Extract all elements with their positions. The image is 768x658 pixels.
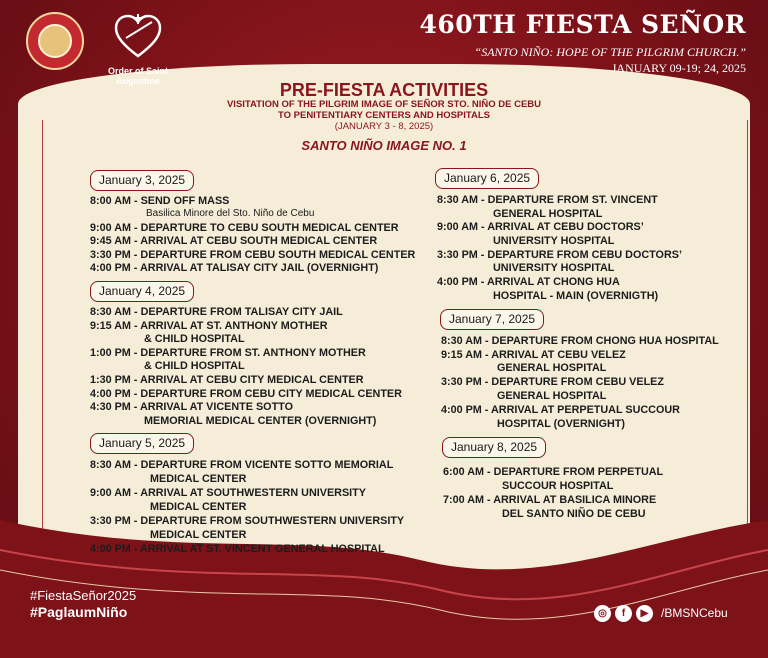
fiesta-theme: “SANTO NIÑO: HOPE OF THE PILGRIM CHURCH.”	[474, 45, 746, 59]
event-line: UNIVERSITY HOSPITAL	[493, 262, 615, 274]
hashtag-fiesta: #FiestaSeñor2025	[30, 588, 137, 603]
event-line: 4:00 PM - ARRIVAL AT TALISAY CITY JAIL (OVERNIGHT)	[90, 262, 379, 274]
day-pill-jan-4: January 4, 2025	[90, 281, 194, 302]
event-line: GENERAL HOSPITAL	[493, 208, 603, 220]
event-line: 8:30 AM - DEPARTURE FROM ST. VINCENT	[437, 194, 658, 206]
event-note: Basilica Minore del Sto. Niño de Cebu	[146, 208, 315, 219]
event-line: & CHILD HOSPITAL	[144, 333, 245, 345]
event-line: 3:30 PM - DEPARTURE FROM CEBU VELEZ	[441, 376, 664, 388]
event-line: 3:30 PM - DEPARTURE FROM SOUTHWESTERN UNIVERSITY	[90, 515, 405, 527]
event-line: MEMORIAL MEDICAL CENTER (OVERNIGHT)	[144, 415, 377, 427]
event-line: 8:00 AM - SEND OFF MASS	[90, 195, 230, 207]
event-line: 8:30 AM - DEPARTURE FROM VICENTE SOTTO MEMORIAL	[90, 459, 394, 471]
day-pill-jan-7: January 7, 2025	[440, 309, 544, 330]
subtitle-line3: (JANUARY 3 - 8, 2025)	[334, 121, 434, 132]
event-line: 4:00 PM - DEPARTURE FROM CEBU CITY MEDICAL CENTER	[90, 388, 402, 400]
event-line: 4:00 PM - ARRIVAL AT PERPETUAL SUCCOUR	[441, 404, 680, 416]
social-links	[594, 604, 728, 622]
subtitle-line2: TO PENITENTIARY CENTERS AND HOSPITALS	[277, 110, 490, 121]
fiesta-title: 460TH FIESTA SEÑOR	[419, 10, 746, 39]
day-pill-jan-8: January 8, 2025	[442, 437, 546, 458]
event-line: MEDICAL CENTER	[150, 473, 247, 485]
event-line: 8:30 AM - DEPARTURE FROM TALISAY CITY JAIL	[90, 306, 343, 318]
event-line: 4:00 PM - ARRIVAL AT ST. VINCENT GENERAL HOSPITAL	[90, 543, 385, 555]
image-title: SANTO NIÑO IMAGE NO. 1	[301, 138, 467, 153]
social-handle[interactable]: /BMSNCebu	[661, 606, 728, 620]
event-line: HOSPITAL - MAIN (OVERNIGTH)	[493, 290, 659, 302]
event-line: 9:00 AM - DEPARTURE TO CEBU SOUTH MEDICAL CENTER	[90, 222, 399, 234]
event-line: SUCCOUR HOSPITAL	[502, 480, 614, 492]
event-line: GENERAL HOSPITAL	[497, 362, 607, 374]
fiesta-dates: JANUARY 09-19; 24, 2025	[611, 61, 746, 75]
event-line: MEDICAL CENTER	[150, 501, 247, 513]
event-line: UNIVERSITY HOSPITAL	[493, 235, 615, 247]
event-line: 3:30 PM - DEPARTURE FROM CEBU DOCTORS’	[437, 249, 682, 261]
event-line: & CHILD HOSPITAL	[144, 360, 245, 372]
event-line: 9:15 AM - ARRIVAL AT ST. ANTHONY MOTHER	[90, 320, 328, 332]
event-line: 1:30 PM - ARRIVAL AT CEBU CITY MEDICAL CENTER	[90, 374, 364, 386]
event-line: 4:00 PM - ARRIVAL AT CHONG HUA	[437, 276, 620, 288]
event-line: DEL SANTO NIÑO DE CEBU	[502, 508, 646, 520]
page-title: PRE-FIESTA ACTIVITIES	[279, 80, 489, 100]
event-line: 7:00 AM - ARRIVAL AT BASILICA MINORE	[443, 494, 657, 506]
event-line: 8:30 AM - DEPARTURE FROM CHONG HUA HOSPITAL	[441, 335, 719, 347]
event-line: 9:15 AM - ARRIVAL AT CEBU VELEZ	[441, 349, 626, 361]
event-line: 3:30 PM - DEPARTURE FROM CEBU SOUTH MEDICAL CENTER	[90, 249, 416, 261]
event-line: 9:00 AM - ARRIVAL AT CEBU DOCTORS’	[437, 221, 644, 233]
hashtag-paglaum: #PaglaumNiño	[30, 604, 128, 620]
basilica-seal-logo	[26, 12, 84, 70]
day-pill-jan-5: January 5, 2025	[90, 433, 194, 454]
event-line: HOSPITAL (OVERNIGHT)	[497, 418, 625, 430]
event-line: MEDICAL CENTER	[150, 529, 247, 541]
event-line: GENERAL HOSPITAL	[497, 390, 607, 402]
event-line: 9:45 AM - ARRIVAL AT CEBU SOUTH MEDICAL CENTER	[90, 235, 378, 247]
event-line: 4:30 PM - ARRIVAL AT VICENTE SOTTO	[90, 401, 293, 413]
event-line: 1:00 PM - DEPARTURE FROM ST. ANTHONY MOTHER	[90, 347, 366, 359]
augustinian-heart-logo	[112, 12, 164, 60]
event-line: 6:00 AM - DEPARTURE FROM PERPETUAL	[443, 466, 664, 478]
org-label: Order of Saint Augustine	[107, 66, 168, 86]
facebook-icon[interactable]: f	[615, 605, 632, 622]
subtitle-line1: VISITATION OF THE PILGRIM IMAGE OF SEÑOR STO. NIÑO DE CEBU	[226, 99, 542, 110]
event-line: 9:00 AM - ARRIVAL AT SOUTHWESTERN UNIVERSITY	[90, 487, 366, 499]
youtube-icon[interactable]: ▶	[636, 605, 653, 622]
day-pill-jan-6: January 6, 2025	[435, 168, 539, 189]
instagram-icon[interactable]: ◎	[594, 605, 611, 622]
day-pill-jan-3: January 3, 2025	[90, 170, 194, 191]
